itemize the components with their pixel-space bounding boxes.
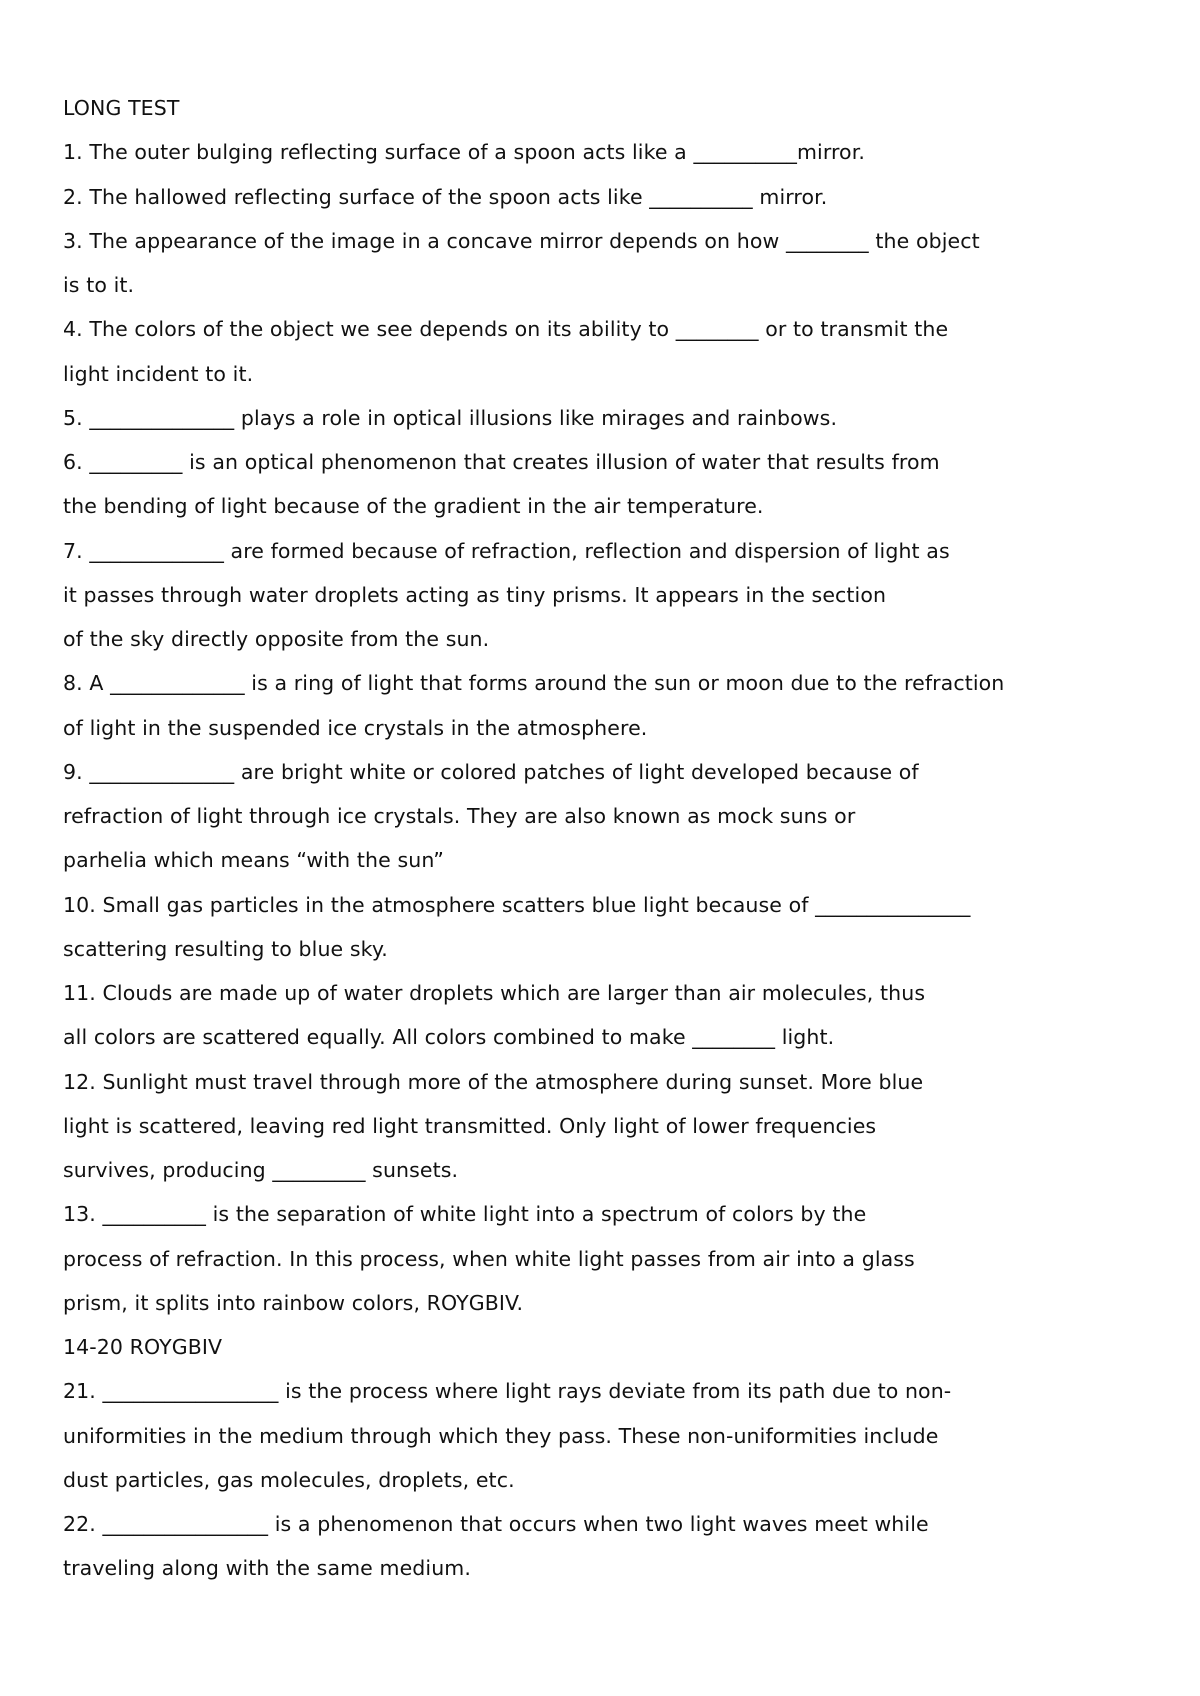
questions-14-20: 14-20 ROYGBIV (63, 1335, 223, 1359)
question-13-continued: process of refraction. In this process, when white light passes from air into a glass (63, 1246, 915, 1271)
question-8-continued: of light in the suspended ice crystals in the atmosphere. (63, 715, 648, 740)
question-13-continued: prism, it splits into rainbow colors, ROYGBIV. (63, 1290, 524, 1315)
question-9: 9. ______________ are bright white or colored patches of light developed because of (63, 759, 919, 784)
question-10-continued: scattering resulting to blue sky. (63, 936, 388, 961)
question-21: 21. _________________ is the process where light rays deviate from its path due to non- (63, 1379, 952, 1404)
question-12-continued: light is scattered, leaving red light transmitted. Only light of lower frequencies (63, 1113, 877, 1138)
question-9-continued: parhelia which means “with the sun” (63, 848, 445, 873)
question-13: 13. __________ is the separation of white light into a spectrum of colors by the (63, 1202, 867, 1227)
question-9-continued: refraction of light through ice crystals. They are also known as mock suns or (63, 804, 856, 828)
question-2: 2. The hallowed reflecting surface of the spoon acts like __________ mirror. (63, 184, 828, 209)
question-11: 11. Clouds are made up of water droplets which are larger than air molecules, thus (63, 981, 926, 1005)
question-12: 12. Sunlight must travel through more of the atmosphere during sunset. More blue (63, 1069, 924, 1094)
document-page (63, 86, 1143, 1591)
question-7-continued: it passes through water droplets acting as tiny prisms. It appears in the section (63, 582, 887, 607)
question-4: 4. The colors of the object we see depends on its ability to ________ or to transmit the (63, 317, 949, 342)
question-1: 1. The outer bulging reflecting surface of a spoon acts like a __________mirror. (63, 140, 865, 165)
question-21-continued: dust particles, gas molecules, droplets, etc. (63, 1467, 515, 1492)
question-21-continued: uniformities in the medium through which they pass. These non-uniformities include (63, 1423, 939, 1448)
question-3: 3. The appearance of the image in a concave mirror depends on how ________ the object (63, 228, 980, 253)
question-4-continued: light incident to it. (63, 361, 254, 386)
question-8: 8. A _____________ is a ring of light that forms around the sun or moon due to the refraction (63, 671, 1005, 696)
question-3-continued: is to it. (63, 273, 135, 297)
question-11-continued: all colors are scattered equally. All colors combined to make ________ light. (63, 1025, 835, 1050)
question-10: 10. Small gas particles in the atmosphere scatters blue light because of _______________ (63, 892, 971, 917)
question-12-continued: survives, producing _________ sunsets. (63, 1158, 459, 1182)
question-6: 6. _________ is an optical phenomenon that creates illusion of water that results from (63, 450, 940, 474)
question-22-continued: traveling along with the same medium. (63, 1556, 471, 1581)
question-7-continued: of the sky directly opposite from the sun. (63, 627, 490, 651)
question-22: 22. ________________ is a phenomenon that occurs when two light waves meet while (63, 1512, 929, 1536)
question-6-continued: the bending of light because of the gradient in the air temperature. (63, 494, 764, 519)
document-title: LONG TEST (63, 96, 180, 120)
question-5: 5. ______________ plays a role in optical illusions like mirages and rainbows. (63, 405, 838, 430)
question-7: 7. _____________ are formed because of refraction, reflection and dispersion of light as (63, 538, 950, 563)
